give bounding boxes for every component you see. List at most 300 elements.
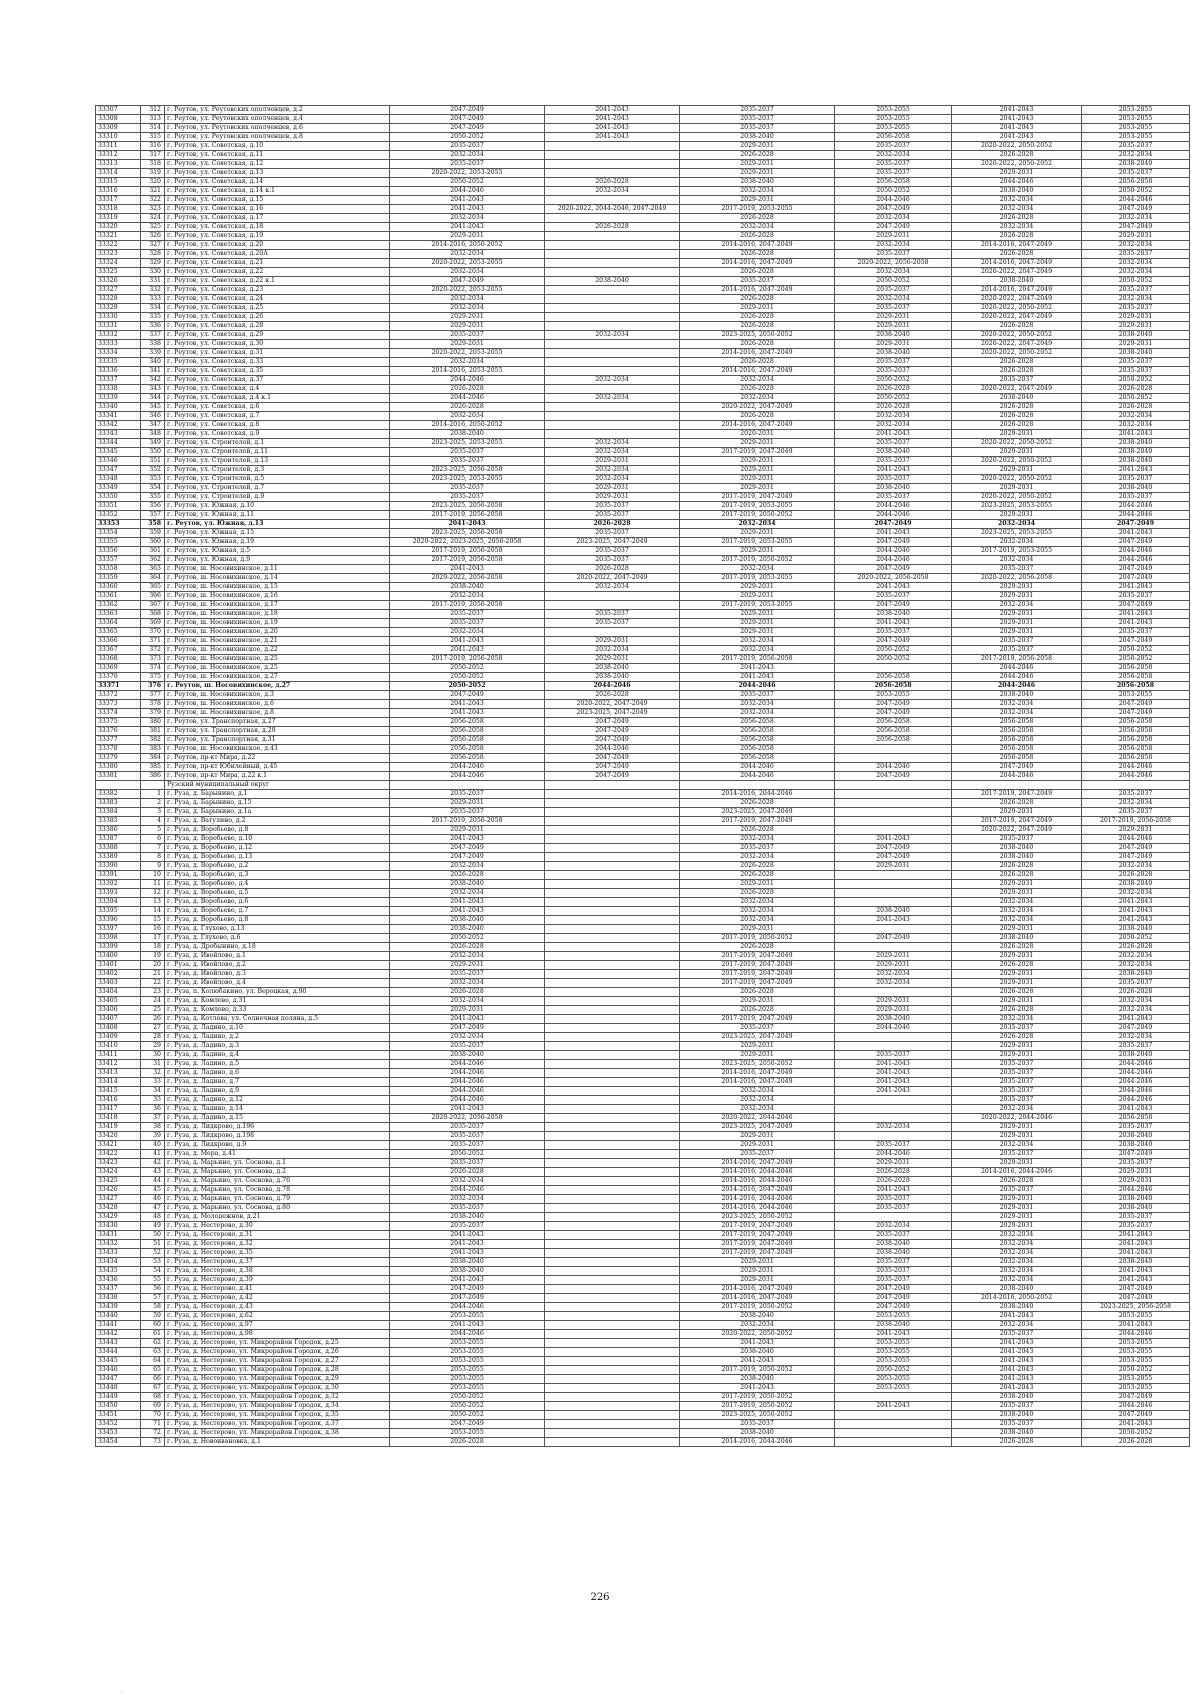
table-cell: 33365 xyxy=(96,628,141,637)
table-cell: г. Реутов, ул. Советская, д.4 xyxy=(165,385,390,394)
table-cell: 2056-2058 xyxy=(390,718,545,727)
table-cell: 2032-2034 xyxy=(1082,961,1190,970)
table-cell xyxy=(545,286,680,295)
table-row xyxy=(96,961,1190,970)
table-cell: 2041-2043 xyxy=(952,115,1082,124)
table-cell: 33377 xyxy=(96,736,141,745)
table-row xyxy=(96,754,1190,763)
table-cell: 2032-2034 xyxy=(680,187,835,196)
table-row xyxy=(96,223,1190,232)
table-cell: 2032-2034 xyxy=(680,1321,835,1330)
table-cell: 2026-2028 xyxy=(952,250,1082,259)
table-cell: 2041-2043 xyxy=(1082,430,1190,439)
table-cell: г. Руза, д. Ладино, д.5 xyxy=(165,1060,390,1069)
table-cell: 2038-2040 xyxy=(835,1321,952,1330)
table-cell: 2035-2037 xyxy=(545,556,680,565)
table-cell: 2029-2031 xyxy=(952,583,1082,592)
table-cell: 2044-2046 xyxy=(390,1096,545,1105)
table-cell: г. Руза, д. Нестерово, ул. Микрорайон Городок, д.34 xyxy=(165,1402,390,1411)
table-cell: 2041-2043 xyxy=(952,1339,1082,1348)
table-cell: 2035-2037 xyxy=(835,628,952,637)
table-cell: 33418 xyxy=(96,1114,141,1123)
table-cell: 2029-2031 xyxy=(390,322,545,331)
table-cell: 2038-2040 xyxy=(390,1258,545,1267)
table-cell: 2047-2049 xyxy=(835,934,952,943)
table-cell xyxy=(835,1429,952,1438)
table-cell: 2029-2031 xyxy=(835,313,952,322)
table-cell: 33371 xyxy=(96,682,141,691)
table-cell: 73 xyxy=(141,1438,165,1447)
table-cell: 33379 xyxy=(96,754,141,763)
table-cell: 2023-2025, 2047-2049 xyxy=(545,538,680,547)
table-cell: 2017-2019, 2056-2058 xyxy=(390,601,545,610)
table-cell: г. Руза, д. Ивойлово, д.4 xyxy=(165,979,390,988)
table-cell: 33431 xyxy=(96,1231,141,1240)
table-cell: 33394 xyxy=(96,898,141,907)
table-row xyxy=(96,511,1190,520)
table-cell: 2044-2046 xyxy=(390,187,545,196)
table-cell: 2029-2031 xyxy=(680,1042,835,1051)
table-cell: 2017-2019, 2047-2049 xyxy=(680,979,835,988)
table-cell: 2035-2037 xyxy=(835,286,952,295)
table-cell: 2044-2046 xyxy=(835,547,952,556)
table-cell: 2029-2031 xyxy=(390,313,545,322)
table-cell: 2038-2040 xyxy=(835,1249,952,1258)
table-row xyxy=(96,106,1190,115)
table-row xyxy=(96,583,1190,592)
table-cell: 372 xyxy=(141,646,165,655)
table-cell: 2029-2031 xyxy=(835,997,952,1006)
table-cell: 2038-2040 xyxy=(835,1240,952,1249)
table-cell: 2053-2055 xyxy=(390,1348,545,1357)
table-cell: 33423 xyxy=(96,1159,141,1168)
table-cell: 33340 xyxy=(96,403,141,412)
table-cell: г. Руза, д. Воробьево, д.8 xyxy=(165,826,390,835)
table-cell: 2041-2043 xyxy=(1082,916,1190,925)
table-cell xyxy=(545,826,680,835)
table-cell xyxy=(545,1366,680,1375)
table-cell: 2026-2028 xyxy=(952,367,1082,376)
table-cell: г. Руза, д. Нестерово, д.31 xyxy=(165,1231,390,1240)
table-cell xyxy=(545,907,680,916)
table-cell: г. Руза, д. Нестерово, д.35 xyxy=(165,1249,390,1258)
table-cell: 2032-2034 xyxy=(390,862,545,871)
table-cell: г. Реутов, ул. Советская, д.20 xyxy=(165,241,390,250)
table-cell: 2050-2052 xyxy=(390,934,545,943)
table-row xyxy=(96,1294,1190,1303)
table-cell: 339 xyxy=(141,349,165,358)
table-cell: 2035-2037 xyxy=(390,160,545,169)
table-cell: 2020-2022, 2050-2052 xyxy=(952,475,1082,484)
table-cell xyxy=(680,781,835,790)
table-cell xyxy=(545,1420,680,1429)
table-row xyxy=(96,340,1190,349)
table-cell: 43 xyxy=(141,1168,165,1177)
table-cell: 2041-2043 xyxy=(835,619,952,628)
table-cell: 2035-2037 xyxy=(952,646,1082,655)
table-cell: 2029-2031 xyxy=(952,1159,1082,1168)
table-row xyxy=(96,709,1190,718)
table-cell: 33388 xyxy=(96,844,141,853)
table-cell: 2032-2034 xyxy=(835,970,952,979)
table-cell: г. Реутов, ул. Советская, д.31 xyxy=(165,349,390,358)
table-cell: 63 xyxy=(141,1348,165,1357)
table-cell: 2035-2037 xyxy=(390,619,545,628)
table-cell: г. Реутов, ул. Строителей, д.11 xyxy=(165,448,390,457)
table-cell: 2032-2034 xyxy=(952,907,1082,916)
table-cell: 2041-2043 xyxy=(1082,1015,1190,1024)
table-cell: 33346 xyxy=(96,457,141,466)
table-cell: 2047-2049 xyxy=(390,1285,545,1294)
table-cell: 2041-2043 xyxy=(545,115,680,124)
table-cell: 2020-2022, 2047-2049 xyxy=(952,313,1082,322)
table-cell: 33381 xyxy=(96,772,141,781)
table-cell: 2044-2046 xyxy=(952,178,1082,187)
table-cell: 2041-2043 xyxy=(545,124,680,133)
table-cell: 2029-2031 xyxy=(680,475,835,484)
table-cell: 2047-2049 xyxy=(835,1294,952,1303)
table-cell: г. Реутов, ш. Носовихинское, д.18 xyxy=(165,610,390,619)
table-row xyxy=(96,718,1190,727)
table-cell: 2020-2022, 2053-2055 xyxy=(390,349,545,358)
table-cell: 33352 xyxy=(96,511,141,520)
table-cell: 2050-2052 xyxy=(390,1150,545,1159)
table-cell: 2029-2031 xyxy=(680,1132,835,1141)
table-cell: г. Реутов, ул. Советская, д.17 xyxy=(165,214,390,223)
table-cell: 2053-2055 xyxy=(390,1357,545,1366)
table-cell: г. Реутов, ул. Советская, д.26 xyxy=(165,313,390,322)
table-cell xyxy=(545,295,680,304)
table-cell: 2029-2031 xyxy=(952,1042,1082,1051)
table-row xyxy=(96,394,1190,403)
table-cell xyxy=(545,358,680,367)
table-cell: 2044-2046 xyxy=(545,745,680,754)
table-row xyxy=(96,853,1190,862)
table-cell: 2032-2034 xyxy=(835,1222,952,1231)
table-cell xyxy=(141,781,165,790)
table-cell: г. Реутов, ул. Советская, д.29 xyxy=(165,331,390,340)
table-cell xyxy=(545,1213,680,1222)
table-cell: 2050-2052 xyxy=(1082,277,1190,286)
table-cell xyxy=(545,421,680,430)
table-cell: г. Руза, п. Колюбакино, ул. Вероцкая, д.90 xyxy=(165,988,390,997)
table-cell: 2023-2025, 2056-2058 xyxy=(390,466,545,475)
table-cell: г. Руза, д. Ватулино, д.2 xyxy=(165,817,390,826)
table-cell: 334 xyxy=(141,304,165,313)
table-cell: 2047-2049 xyxy=(390,1294,545,1303)
table-cell: г. Реутов, ш. Носовихинское, д.25 xyxy=(165,664,390,673)
table-row xyxy=(96,817,1190,826)
table-row xyxy=(96,241,1190,250)
table-cell: 2044-2046 xyxy=(390,1303,545,1312)
table-cell: 2032-2034 xyxy=(390,628,545,637)
table-row xyxy=(96,259,1190,268)
table-cell: 2017-2019, 2050-2052 xyxy=(680,934,835,943)
table-cell: 2035-2037 xyxy=(835,304,952,313)
table-cell: 2026-2028 xyxy=(952,871,1082,880)
table-cell xyxy=(1082,781,1190,790)
table-row xyxy=(96,385,1190,394)
table-cell: 2041-2043 xyxy=(835,1078,952,1087)
table-cell: 2041-2043 xyxy=(952,133,1082,142)
table-cell: 2056-2058 xyxy=(680,745,835,754)
table-cell: г. Реутов, пр-кт Мира, д.22 к.1 xyxy=(165,772,390,781)
table-cell xyxy=(545,790,680,799)
table-cell: 360 xyxy=(141,538,165,547)
table-cell: г. Руза, д. Нестерово, д.42 xyxy=(165,1294,390,1303)
table-cell: 2050-2052 xyxy=(1082,655,1190,664)
table-row xyxy=(96,358,1190,367)
table-cell: г. Руза, д. Комлево, д.33 xyxy=(165,1006,390,1015)
table-cell: г. Руза, д. Ивойлово, д.2 xyxy=(165,961,390,970)
table-cell: 2044-2046 xyxy=(680,763,835,772)
table-cell: 312 xyxy=(141,106,165,115)
table-cell: 2032-2034 xyxy=(545,583,680,592)
table-cell: 369 xyxy=(141,619,165,628)
table-cell: 2041-2043 xyxy=(835,430,952,439)
table-cell: 2029-2031 xyxy=(390,232,545,241)
table-cell: 2047-2049 xyxy=(835,520,952,529)
table-cell: 33435 xyxy=(96,1267,141,1276)
table-cell: 33322 xyxy=(96,241,141,250)
table-cell: 2035-2037 xyxy=(835,367,952,376)
table-row xyxy=(96,700,1190,709)
table-cell: 2035-2037 xyxy=(390,142,545,151)
table-cell: 33451 xyxy=(96,1411,141,1420)
table-cell xyxy=(545,1276,680,1285)
table-cell: 374 xyxy=(141,664,165,673)
table-cell: 2029-2031 xyxy=(1082,826,1190,835)
table-cell: 2026-2028 xyxy=(680,250,835,259)
table-cell: 13 xyxy=(141,898,165,907)
table-cell: 33314 xyxy=(96,169,141,178)
table-row xyxy=(96,169,1190,178)
table-cell: г. Руза, д. Нестерово, д.98 xyxy=(165,1330,390,1339)
table-cell: 2029-2031 xyxy=(680,439,835,448)
table-cell: 2035-2037 xyxy=(835,1231,952,1240)
table-cell: 35 xyxy=(141,1096,165,1105)
table-row xyxy=(96,1366,1190,1375)
table-cell: 2032-2034 xyxy=(1082,259,1190,268)
table-cell: г. Руза, д. Глухово, д.13 xyxy=(165,925,390,934)
table-cell: 2047-2049 xyxy=(835,538,952,547)
table-cell: 33448 xyxy=(96,1384,141,1393)
table-cell: 33362 xyxy=(96,601,141,610)
table-cell: 2032-2034 xyxy=(680,700,835,709)
table-cell: 2044-2046 xyxy=(1082,196,1190,205)
table-cell: г. Реутов, ул. Советская, д.24 xyxy=(165,295,390,304)
table-cell: 33324 xyxy=(96,259,141,268)
table-cell: 324 xyxy=(141,214,165,223)
table-cell: г. Реутов, ш. Носовихинское, д.27 xyxy=(165,673,390,682)
table-cell: 2038-2040 xyxy=(835,484,952,493)
table-cell xyxy=(545,862,680,871)
table-cell: 2047-2049 xyxy=(390,691,545,700)
table-cell xyxy=(545,430,680,439)
table-cell: 2020-2022, 2047-2049 xyxy=(952,295,1082,304)
table-cell: 2029-2031 xyxy=(680,628,835,637)
table-row xyxy=(96,691,1190,700)
table-row xyxy=(96,979,1190,988)
table-cell: 2047-2049 xyxy=(1082,538,1190,547)
table-cell: 2032-2034 xyxy=(1082,268,1190,277)
table-cell: 2029-2031 xyxy=(835,340,952,349)
table-cell: 2032-2034 xyxy=(390,952,545,961)
table-cell: 2041-2043 xyxy=(835,1069,952,1078)
table-cell xyxy=(545,169,680,178)
table-cell: 2056-2058 xyxy=(680,754,835,763)
table-row xyxy=(96,772,1190,781)
table-cell: 2029-2031 xyxy=(680,160,835,169)
table-cell: 2032-2034 xyxy=(1082,295,1190,304)
table-cell: 2026-2028 xyxy=(952,988,1082,997)
table-cell: 2026-2028 xyxy=(545,520,680,529)
table-cell: 2035-2037 xyxy=(835,160,952,169)
table-cell: 2029-2031 xyxy=(545,637,680,646)
table-cell: 323 xyxy=(141,205,165,214)
table-cell: 2038-2040 xyxy=(952,1285,1082,1294)
table-cell: 329 xyxy=(141,259,165,268)
table-cell: г. Реутов, ш. Носовихинское, д.16 xyxy=(165,592,390,601)
table-cell: 42 xyxy=(141,1159,165,1168)
table-cell: 2047-2049 xyxy=(390,844,545,853)
table-cell: 2029-2031 xyxy=(545,655,680,664)
table-cell: 2032-2034 xyxy=(390,358,545,367)
table-cell: 2038-2040 xyxy=(952,1393,1082,1402)
table-cell: 2032-2034 xyxy=(1082,997,1190,1006)
table-row xyxy=(96,1240,1190,1249)
table-cell: 2026-2028 xyxy=(835,1168,952,1177)
table-cell: 2056-2058 xyxy=(390,727,545,736)
table-cell xyxy=(545,1312,680,1321)
page-number: 226 xyxy=(590,1592,610,1603)
table-cell: 2056-2058 xyxy=(952,736,1082,745)
table-row xyxy=(96,1168,1190,1177)
table-cell: г. Руза, д. Марьино, ул. Соснова, д.80 xyxy=(165,1204,390,1213)
table-cell: 33334 xyxy=(96,349,141,358)
table-cell: 33363 xyxy=(96,610,141,619)
table-cell: 2038-2040 xyxy=(952,691,1082,700)
table-cell: 2050-2052 xyxy=(835,1366,952,1375)
table-cell: 2035-2037 xyxy=(680,106,835,115)
table-cell: 2038-2040 xyxy=(835,349,952,358)
table-cell xyxy=(545,1294,680,1303)
table-cell: 33354 xyxy=(96,529,141,538)
table-cell: 2038-2040 xyxy=(952,394,1082,403)
table-cell xyxy=(545,889,680,898)
table-cell xyxy=(545,196,680,205)
table-cell: 2029-2031 xyxy=(680,484,835,493)
table-row xyxy=(96,1267,1190,1276)
table-row xyxy=(96,331,1190,340)
table-cell: 2026-2028 xyxy=(1082,943,1190,952)
table-cell: 2053-2055 xyxy=(835,115,952,124)
table-cell: 331 xyxy=(141,277,165,286)
table-cell: 2053-2055 xyxy=(1082,115,1190,124)
table-row xyxy=(96,124,1190,133)
table-cell: 2053-2055 xyxy=(1082,1339,1190,1348)
table-cell xyxy=(545,313,680,322)
table-row xyxy=(96,1186,1190,1195)
table-cell: 2038-2040 xyxy=(545,277,680,286)
table-cell: 2038-2040 xyxy=(1082,1141,1190,1150)
table-cell: 2047-2049 xyxy=(835,709,952,718)
table-cell xyxy=(545,1051,680,1060)
table-cell: 2038-2040 xyxy=(1082,331,1190,340)
table-cell: 2029-2031 xyxy=(835,952,952,961)
table-cell: 2026-2028 xyxy=(952,943,1082,952)
table-cell: 2032-2034 xyxy=(1082,421,1190,430)
table-cell: 2026-2028 xyxy=(835,1177,952,1186)
table-cell: 2041-2043 xyxy=(1082,1105,1190,1114)
table-cell: 2041-2043 xyxy=(835,1402,952,1411)
table-cell: 33398 xyxy=(96,934,141,943)
table-cell: 2056-2058 xyxy=(680,718,835,727)
table-cell: 2035-2037 xyxy=(952,1060,1082,1069)
table-cell: 335 xyxy=(141,313,165,322)
table-cell: 2041-2043 xyxy=(952,1357,1082,1366)
table-cell: 33344 xyxy=(96,439,141,448)
table-cell: 2050-2052 xyxy=(390,1393,545,1402)
table-cell: 2029-2031 xyxy=(952,952,1082,961)
table-cell: 33391 xyxy=(96,871,141,880)
table-cell: 2026-2028 xyxy=(680,151,835,160)
table-cell: 2026-2028 xyxy=(680,295,835,304)
table-cell xyxy=(545,1186,680,1195)
table-cell: 2047-2049 xyxy=(835,637,952,646)
table-cell: 2038-2040 xyxy=(680,1429,835,1438)
table-cell: 2041-2043 xyxy=(835,466,952,475)
table-cell: 33440 xyxy=(96,1312,141,1321)
table-cell: 2032-2034 xyxy=(835,268,952,277)
table-cell: 341 xyxy=(141,367,165,376)
table-cell: 2032-2034 xyxy=(680,898,835,907)
table-cell: 33372 xyxy=(96,691,141,700)
table-cell: 2038-2040 xyxy=(390,1051,545,1060)
table-cell: 2032-2034 xyxy=(835,412,952,421)
table-cell: 2035-2037 xyxy=(390,457,545,466)
table-cell: 2029-2031 xyxy=(390,826,545,835)
table-cell: 2041-2043 xyxy=(390,637,545,646)
table-cell: 2038-2040 xyxy=(1082,349,1190,358)
table-cell: 2047-2049 xyxy=(1082,1393,1190,1402)
table-cell: 2014-2016, 2047-2049 xyxy=(952,286,1082,295)
table-cell xyxy=(545,250,680,259)
table-cell xyxy=(390,781,545,790)
table-cell: 36 xyxy=(141,1105,165,1114)
table-cell: 2035-2037 xyxy=(835,1195,952,1204)
table-cell: 2020-2022, 2050-2052 xyxy=(952,349,1082,358)
table-cell xyxy=(545,898,680,907)
table-cell: 2044-2046 xyxy=(390,772,545,781)
table-cell: г. Руза, д. Барынино, д.1 xyxy=(165,790,390,799)
table-cell: 2029-2031 xyxy=(952,889,1082,898)
table-cell: 2041-2043 xyxy=(1082,1276,1190,1285)
table-cell: 321 xyxy=(141,187,165,196)
table-cell: 39 xyxy=(141,1132,165,1141)
table-row xyxy=(96,997,1190,1006)
table-row xyxy=(96,304,1190,313)
table-cell: 382 xyxy=(141,736,165,745)
table-cell: 2029-2031 xyxy=(545,484,680,493)
table-cell: 2035-2037 xyxy=(1082,790,1190,799)
table-cell: 356 xyxy=(141,502,165,511)
table-cell: 2 xyxy=(141,799,165,808)
table-cell: г. Руза, д. Барынино, д.15 xyxy=(165,799,390,808)
table-cell: 55 xyxy=(141,1276,165,1285)
table-cell: 2029-2031 xyxy=(680,1141,835,1150)
table-cell: г. Реутов, ш. Носовихинское, д.21 xyxy=(165,637,390,646)
